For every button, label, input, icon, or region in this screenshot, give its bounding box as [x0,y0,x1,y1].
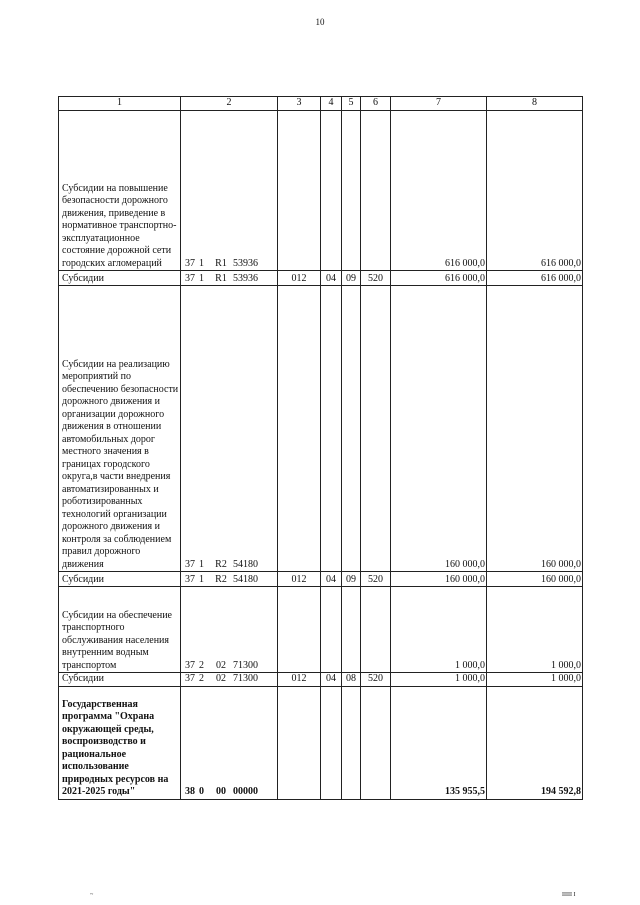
cell-3: 012 [278,572,321,587]
amount-col7: 616 000,0 [391,111,487,271]
row-name: Государственная программа "Охрана окружающей среды, воспроизводство и рациональное использование природных ресурсов на 2021-2025 годы" [59,686,181,799]
amount-col8: 616 000,0 [487,271,583,286]
code-part: 37 [185,659,195,671]
cell-4 [321,587,342,673]
row-name: Субсидии [59,271,181,286]
table-row [59,673,583,687]
cell-6: 520 [361,271,391,286]
program-code [181,587,278,673]
code-part: 00 [216,786,226,797]
cell-6: 520 [361,572,391,587]
code-part: 1 [199,573,204,585]
code-part: 54180 [233,573,258,585]
cell-6 [361,111,391,271]
table-row [59,686,583,799]
code-part: 37 [185,257,195,269]
amount-col8: 160 000,0 [487,572,583,587]
cell-6 [361,587,391,673]
column-header: 5 [342,97,361,111]
amount-col8: 194 592,8 [487,686,583,799]
code-part: 1 [199,257,204,269]
cell-3 [278,286,321,572]
code-part: R1 [215,272,227,284]
code-part: 0 [199,786,204,797]
code-part: 37 [185,272,195,284]
cell-5: 08 [342,673,361,687]
cell-3 [278,686,321,799]
table-row [59,286,583,572]
code-part: 1 [199,558,204,570]
code-part: 38 [185,786,195,797]
code-part: 54180 [233,558,258,570]
cell-3: 012 [278,673,321,687]
cell-3: 012 [278,271,321,286]
amount-col7: 160 000,0 [391,286,487,572]
row-name: Субсидии на реализацию мероприятий по обеспечению безопасности дорожного движения и организации дорожного движения в отношении автомобильных дорог местного значения в границах городского округа,в части внедрения автоматизированных и роботизированных технологий организации дорожного движения и контроля за соблюдением правил дорожного движения [59,286,181,572]
page-number: 10 [315,17,325,27]
table-row [59,587,583,673]
amount-col8: 1 000,0 [487,673,583,687]
cell-6: 520 [361,673,391,687]
column-header: 4 [321,97,342,111]
cell-4 [321,111,342,271]
program-code [181,111,278,271]
cell-5 [342,686,361,799]
code-part: 37 [185,573,195,585]
row-name: Субсидии на обеспечение транспортного обслуживания населения внутренним водным транспортом [59,587,181,673]
cell-4: 04 [321,572,342,587]
program-code [181,673,278,687]
program-code [181,572,278,587]
cell-5 [342,587,361,673]
cell-5 [342,286,361,572]
footer-mark: ~ [90,892,94,898]
cell-5 [342,111,361,271]
code-part: 2 [199,673,204,684]
column-header: 2 [181,97,278,111]
table-row [59,111,583,271]
code-part: R1 [215,257,227,269]
code-part: 02 [216,659,226,671]
amount-col7: 616 000,0 [391,271,487,286]
table-row [59,572,583,587]
program-code [181,286,278,572]
column-header: 6 [361,97,391,111]
code-part: 71300 [233,659,258,671]
amount-col7: 160 000,0 [391,572,487,587]
cell-4: 04 [321,271,342,286]
code-part: 2 [199,659,204,671]
code-part: 1 [199,272,204,284]
cell-6 [361,286,391,572]
code-part: R2 [215,558,227,570]
amount-col7: 1 000,0 [391,673,487,687]
column-header: 8 [487,97,583,111]
code-part: 53936 [233,272,258,284]
code-part: R2 [215,573,227,585]
table-row [59,271,583,286]
cell-3 [278,111,321,271]
code-part: 00000 [233,786,258,797]
row-name: Субсидии на повышение безопасности дорожного движения, приведение в нормативное транспортно-эксплуатационное состояние дорожной сети городских агломераций [59,111,181,271]
program-code [181,686,278,799]
amount-col8: 1 000,0 [487,587,583,673]
code-part: 71300 [233,673,258,684]
cell-4 [321,286,342,572]
budget-table [58,96,583,800]
column-header: 3 [278,97,321,111]
cell-5: 09 [342,572,361,587]
cell-6 [361,686,391,799]
cell-3 [278,587,321,673]
cell-5: 09 [342,271,361,286]
code-part: 02 [216,673,226,684]
amount-col7: 135 955,5 [391,686,487,799]
row-name: Субсидии [59,572,181,587]
column-header: 7 [391,97,487,111]
table-header-row [59,97,583,111]
amount-col7: 1 000,0 [391,587,487,673]
footer-barcode-mark: IIIII I [562,892,576,898]
code-part: 53936 [233,257,258,269]
cell-4: 04 [321,673,342,687]
program-code [181,271,278,286]
column-header: 1 [59,97,181,111]
code-part: 37 [185,558,195,570]
amount-col8: 616 000,0 [487,111,583,271]
row-name: Субсидии [59,673,181,687]
code-part: 37 [185,673,195,684]
cell-4 [321,686,342,799]
amount-col8: 160 000,0 [487,286,583,572]
